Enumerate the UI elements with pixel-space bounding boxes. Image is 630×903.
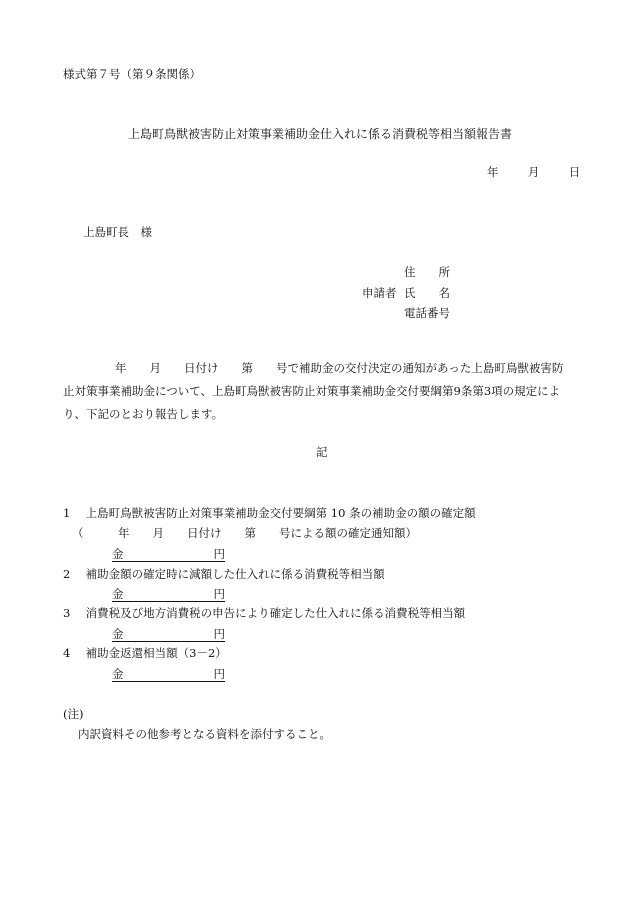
applicant-phone-label: 電話番号 xyxy=(404,306,450,320)
amount-suffix: 円 xyxy=(213,547,225,561)
applicant-address-label: 住 所 xyxy=(404,265,450,279)
date-month: 月 xyxy=(527,165,540,179)
body-line-3: り、下記のとおり報告します。 xyxy=(63,407,224,421)
body-line-2: 止対策事業補助金について、上島町鳥獣被害防止対策事業補助金交付要綱第9条第3項の規定によ xyxy=(63,384,561,398)
item-1 xyxy=(63,508,476,520)
addressee: 上島町長 様 xyxy=(83,225,152,239)
amount-line-2 xyxy=(112,589,225,602)
item-4 xyxy=(63,648,227,660)
date-line xyxy=(487,167,580,179)
amount-suffix: 円 xyxy=(213,587,225,601)
amount-field-4 xyxy=(112,669,225,682)
form-number: 様式第７号（第９条関係） xyxy=(63,67,201,81)
applicant-name-label: 氏 名 xyxy=(404,286,450,300)
amount-prefix: 金 xyxy=(112,627,124,641)
amount-line-1 xyxy=(112,549,225,562)
item-2-text: 補助金額の確定時に減額した仕入れに係る消費税等相当額 xyxy=(85,567,385,581)
item-3-number: 3 xyxy=(63,606,71,620)
item-1-sub: （ 年 月 日付け 第 号による額の確定通知額） xyxy=(72,526,417,540)
amount-field-2 xyxy=(112,589,225,602)
item-3-text: 消費税及び地方消費税の申告により確定した仕入れに係る消費税等相当額 xyxy=(85,606,466,620)
ki-heading: 記 xyxy=(316,445,328,459)
amount-line-3 xyxy=(112,629,225,642)
item-1-number: 1 xyxy=(63,506,71,520)
document-title: 上島町鳥獣被害防止対策事業補助金仕入れに係る消費税等相当額報告書 xyxy=(128,127,513,141)
note-text: 内訳資料その他参考となる資料を添付すること。 xyxy=(78,727,331,741)
date-day: 日 xyxy=(568,165,581,179)
item-2-number: 2 xyxy=(63,567,71,581)
item-3 xyxy=(63,608,465,620)
amount-prefix: 金 xyxy=(112,667,124,681)
amount-suffix: 円 xyxy=(213,627,225,641)
item-2 xyxy=(63,569,385,581)
amount-line-4 xyxy=(112,669,225,682)
applicant-label: 申請者 xyxy=(362,286,397,300)
date-year: 年 xyxy=(487,165,499,179)
amount-prefix: 金 xyxy=(112,587,124,601)
item-4-text: 補助金返還相当額（3－2） xyxy=(85,646,227,660)
item-1-text: 上島町鳥獣被害防止対策事業補助金交付要綱第 10 条の補助金の額の確定額 xyxy=(85,506,476,520)
amount-prefix: 金 xyxy=(112,547,124,561)
amount-field-3 xyxy=(112,629,225,642)
body-line-1: 年 月 日付け 第 号で補助金の交付決定の通知があった上島町鳥獣被害防 xyxy=(115,361,564,375)
amount-field-1 xyxy=(112,549,225,562)
note-label: (注) xyxy=(63,707,84,721)
item-4-number: 4 xyxy=(63,646,71,660)
amount-suffix: 円 xyxy=(213,667,225,681)
